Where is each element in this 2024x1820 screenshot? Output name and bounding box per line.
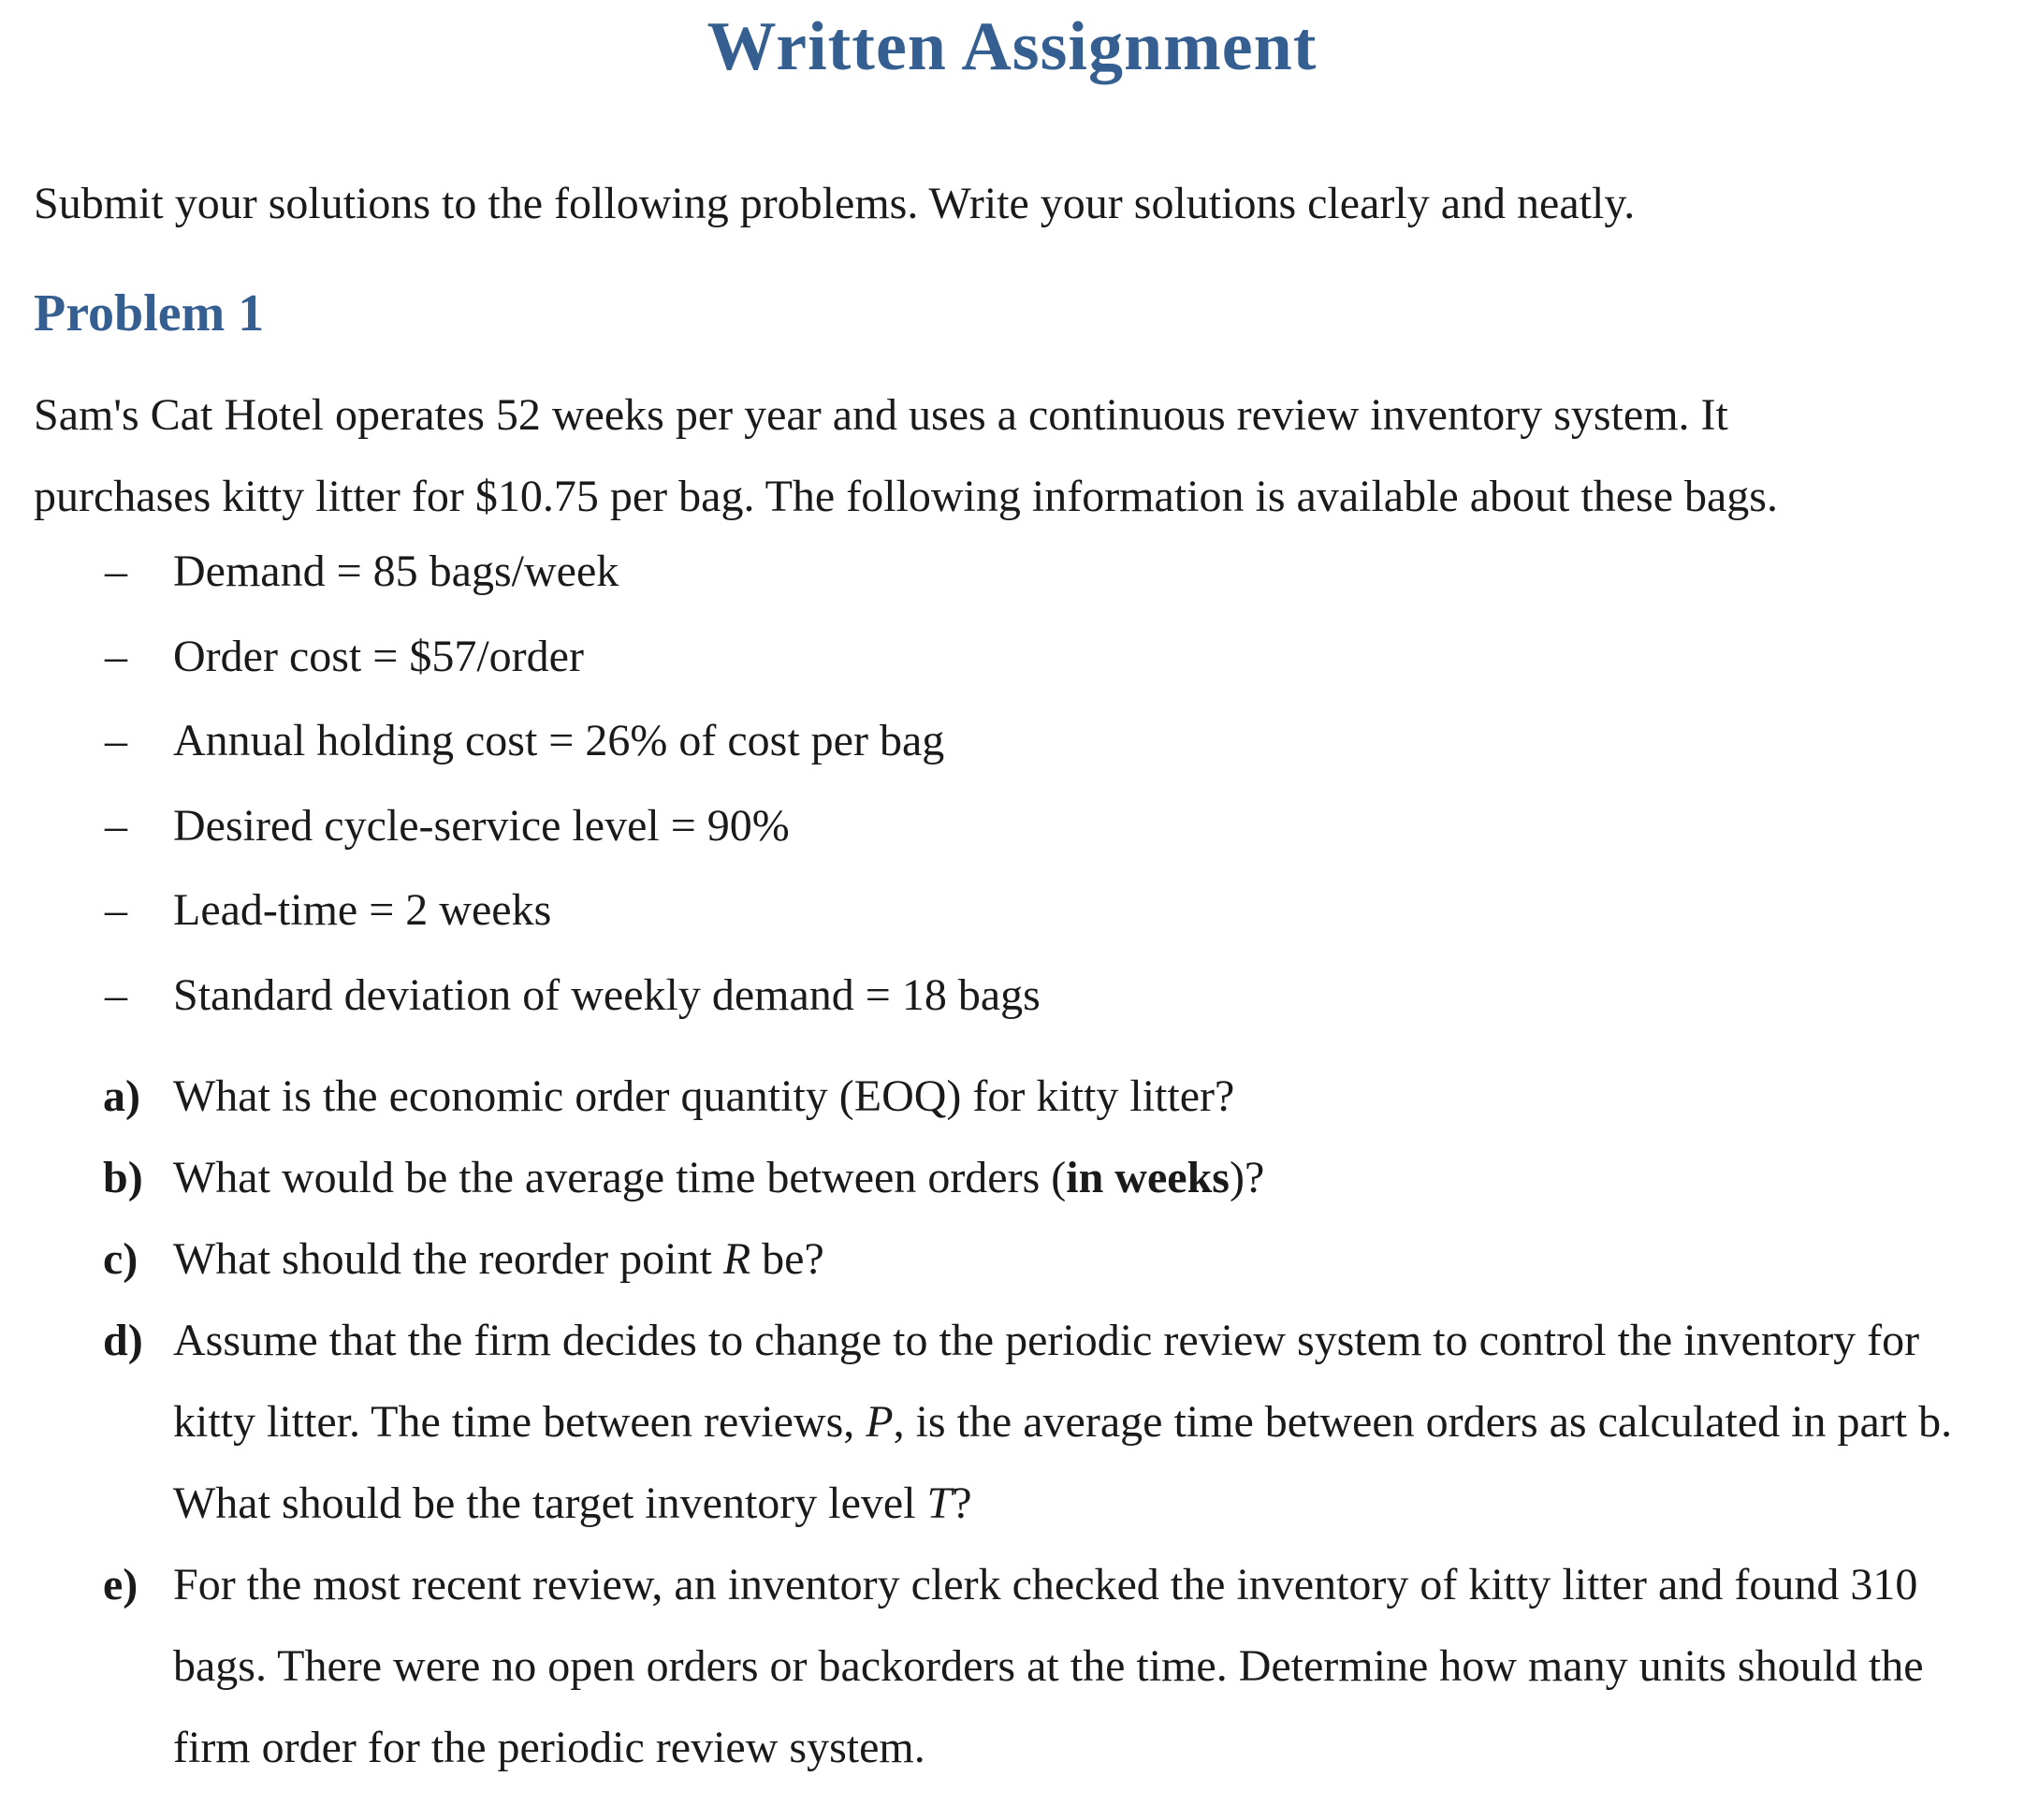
bullet-dash: – [105, 800, 127, 851]
problem-description [34, 374, 1905, 537]
question-a-text: What is the economic order quantity (EOQ) for kitty litter? [173, 1071, 1235, 1121]
question-label: a) [103, 1071, 140, 1121]
parameter-order-cost: Order cost = $57/order [173, 631, 584, 681]
question-label: b) [103, 1153, 143, 1202]
question-label: c) [103, 1234, 138, 1284]
question-b [0, 1137, 1988, 1218]
bullet-dash: – [105, 885, 127, 935]
question-list [0, 1056, 1988, 1788]
question-d-text-post: ? [952, 1478, 972, 1528]
question-e-text: For the most recent review, an inventory clerk checked the inventory of kitty litter and found 310 bags. There were no open orders or backorders at the time. Determine how many units should the firm order for the periodic review system. [173, 1560, 1924, 1772]
question-c-text-post: be? [750, 1234, 824, 1284]
parameter-service-level: Desired cycle-service level = 90% [173, 800, 790, 851]
parameter-demand: Demand = 85 bags/week [173, 546, 619, 596]
question-d [0, 1300, 1988, 1544]
question-d-text-mid: , is the average time between orders as calculated in part b. What should be the target inventory level [173, 1397, 1953, 1528]
question-label: e) [103, 1560, 138, 1609]
question-d-text-pre: Assume that the firm decides to change to the periodic review system to control the inventory for kitty litter. The time between reviews, [173, 1316, 1920, 1447]
variable-r: R [722, 1234, 751, 1284]
intro-text: Submit your solutions to the following problems. Write your solutions clearly and neatly. [34, 179, 1636, 228]
bullet-dash: – [105, 969, 127, 1020]
parameter-lead-time: Lead-time = 2 weeks [173, 885, 552, 935]
question-text [173, 1218, 1988, 1300]
question-c [0, 1218, 1988, 1300]
question-text [173, 1544, 1988, 1788]
question-text [173, 1056, 1988, 1137]
question-c-text-pre: What should the reorder point [173, 1234, 723, 1284]
question-label: d) [103, 1316, 143, 1365]
problem-description-line-2: purchases kitty litter for $10.75 per bag. The following information is available about these bags. [34, 472, 1778, 521]
problem-heading: Problem 1 [34, 284, 265, 342]
variable-t: T [926, 1478, 953, 1528]
bullet-dash: – [105, 546, 127, 596]
question-a [0, 1056, 1988, 1137]
parameter-std-deviation: Standard deviation of weekly demand = 18 bags [173, 969, 1041, 1020]
question-b-emphasis: in weeks [1066, 1153, 1230, 1202]
question-b-text-pre: What would be the average time between orders ( [173, 1153, 1067, 1202]
bullet-dash: – [105, 631, 127, 681]
document-title: Written Assignment [706, 8, 1318, 85]
problem-description-line-1: Sam's Cat Hotel operates 52 weeks per year and uses a continuous review inventory system. It [34, 390, 1728, 440]
variable-p: P [866, 1397, 894, 1447]
parameter-holding-cost: Annual holding cost = 26% of cost per bag [173, 716, 945, 765]
question-e [0, 1544, 1988, 1788]
question-text [173, 1300, 1988, 1544]
question-b-text-post: )? [1229, 1153, 1265, 1202]
bullet-dash: – [105, 716, 127, 765]
question-text [173, 1137, 1988, 1218]
